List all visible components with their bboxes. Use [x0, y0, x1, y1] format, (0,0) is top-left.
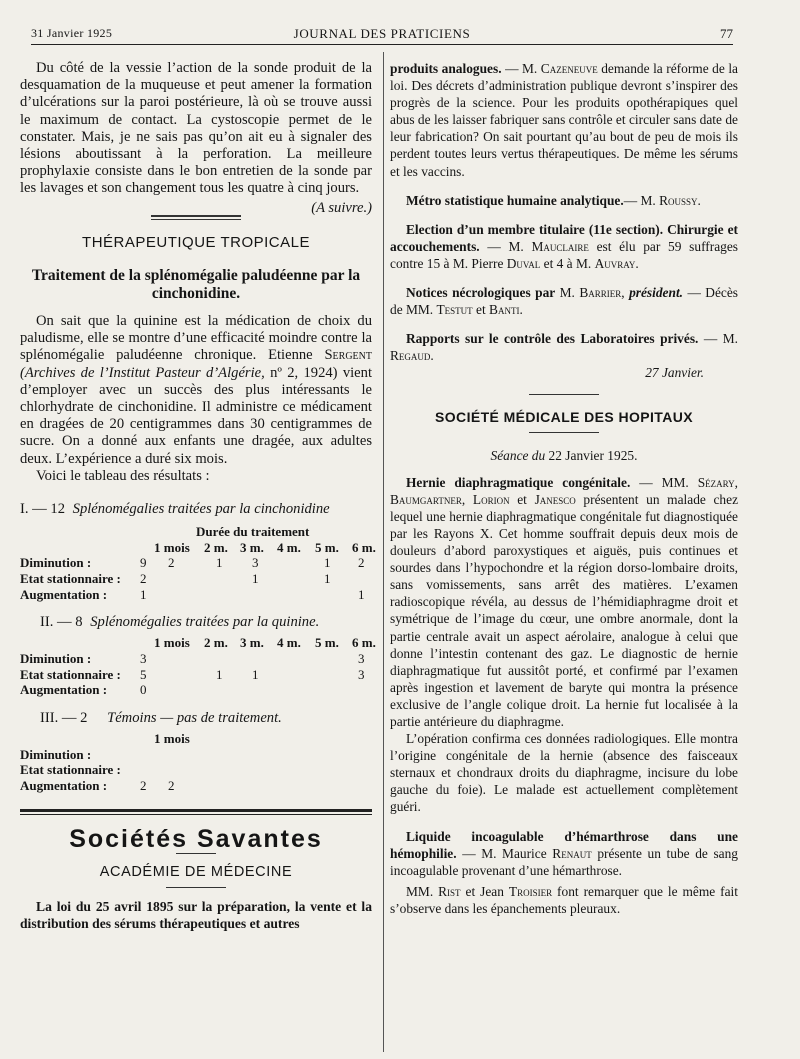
p3-c: et 4 à M.	[540, 255, 595, 271]
last-b: et Jean	[460, 883, 509, 899]
article-text-b: nº 2, 1924) vient d’employer avec un succès des plus intéressants le chlorhydrate de cinchonidine. Il administre ce médicament en dragées de 20 centigrammes dans 30 centigrammes de sucre. On a donné aux enfants une dragée, aux adultes deux. L’expérience a duré six mois.	[20, 364, 373, 467]
rapports-paragraph	[390, 330, 738, 364]
table-row	[20, 682, 372, 698]
p4-c: et	[472, 302, 490, 318]
header-rule	[31, 44, 733, 45]
article-intro-table: Voici le tableau des résultats :	[36, 467, 210, 484]
table-cell: 2	[168, 555, 175, 571]
hernie-paragraph	[390, 474, 738, 730]
column-divider	[383, 52, 384, 1052]
seance-date: 22 Janvier 1925.	[545, 447, 638, 463]
article-title: Traitement de la splénomégalie paludéenne par la cinchonidine.	[31, 267, 361, 303]
notices-paragraph	[390, 284, 738, 318]
month-header: 4 m.	[277, 539, 301, 555]
table-row	[20, 651, 372, 667]
academie-paragraph	[390, 60, 738, 180]
month-header: 3 m.	[240, 539, 264, 555]
societe-rule-bottom	[529, 432, 599, 433]
month-header: 3 m.	[240, 635, 264, 651]
p4-name: Barrier,	[579, 285, 625, 301]
table-cell: 3	[358, 651, 365, 667]
table-cell: 1	[358, 586, 365, 602]
hernie-a: — MM.	[630, 474, 698, 490]
table1-duration-heading	[20, 524, 372, 540]
table-cell: 3	[358, 666, 365, 682]
last-name1: Rist	[438, 883, 461, 899]
article-source: (Archives de l’Institut Pasteur d’Algérie,	[20, 364, 265, 381]
table-cell: 1	[324, 555, 331, 571]
p3-a: — M.	[479, 238, 532, 254]
liquide-lead: Liquide incoagulable d’hémarthrose dans une hémophilie.	[390, 828, 738, 861]
p1-text: demande la réforme de la loi. Des décrets d’administration publique devront s’inspirer des progrès de la science. Pour les produits opothérapiques quel abus de les laisser fabriquer sans contrôle et circuler sans date de leur fabrication? On sait pourtant qu’au bout de peu de mois ils perdent toutes leurs vertus thérapeutiques. De même les sérums et les vaccins.	[390, 61, 738, 179]
row-label: Augmentation :	[20, 586, 108, 602]
table3-caption-b: — pas de traitement.	[160, 709, 282, 726]
last-a: MM.	[406, 883, 439, 899]
table-cell: 3	[252, 555, 259, 571]
table1-caption: Splénomégalies traitées par la cinchonidine	[72, 501, 330, 518]
table1	[20, 524, 376, 602]
row-label: Diminution :	[20, 555, 92, 571]
table-cell: 2	[358, 555, 365, 571]
election-paragraph	[390, 221, 738, 272]
p3-b: est élu par 59 suffrages contre 15 à M. Pierre	[390, 238, 738, 271]
table-cell: 0	[140, 682, 147, 698]
row-label: Diminution :	[20, 651, 92, 667]
right-column	[390, 60, 738, 917]
p3-name2: Duval	[506, 255, 541, 271]
table-cell: 5	[140, 666, 147, 682]
section-rule	[151, 215, 241, 217]
table1-title	[20, 501, 372, 518]
month-header: 5 m.	[315, 635, 339, 651]
societes-title: Sociétés Savantes	[69, 825, 323, 854]
month-header: 2 m.	[204, 539, 228, 555]
table2-number: II. — 8	[40, 614, 83, 631]
p3-name3: Auvray.	[594, 255, 639, 271]
seance-line	[390, 447, 738, 464]
month-header: 1 mois	[154, 731, 190, 747]
academie-lead: La loi du 25 avril 1895 sur la préparation, la vente et la distribution des sérums thérapeutiques et autres	[20, 898, 372, 931]
societe-rule-top	[529, 394, 599, 395]
societe-heading: SOCIÉTÉ MÉDICALE DES HOPITAUX	[435, 408, 693, 425]
table-cell: 2	[140, 777, 147, 793]
table3-number: III. — 2	[40, 709, 88, 726]
table-row	[20, 747, 372, 763]
hernie-text: présentent un malade chez lequel une hernie diaphragmatique congénitale fut diagnostiquée par les Rayons X. Cet homme souffrait depuis deux mois de douleurs d’abord paroxystiques et aiguës, puis continues et sourdes dans l’hypochondre et la région dorso-lombaire droits, sans vomissements, sans arrêt des matières. L’examen radioscopique révéla, au dessus de l’hémidiaphragme droit et symétrique de l’image du cœur, une ombre anormale, dont la partie centrale avait un aspect aérolaire, analogue à celui que donne l’intestin contenant des gaz. Le diagnostic de hernie diaphragmatique fut aussitôt porté, et confirmé par l’examen après ingestion et lavement de baryte qui montra la présence exclusive de l’angle colique droit. La hernie fut localisée à la partie antérieure du diaphragme.	[390, 491, 739, 729]
table2-title	[20, 614, 372, 631]
p4-name3: Banti.	[489, 302, 523, 318]
p4-name2: Testut	[436, 302, 473, 318]
p4-a: M.	[555, 285, 580, 301]
table-cell: 1	[252, 666, 259, 682]
table-row	[20, 778, 372, 794]
a-suivre: (A suivre.)	[311, 199, 372, 216]
hernie-et: et	[509, 491, 535, 507]
page-header	[31, 26, 733, 44]
article-text-a: On sait que la quinine est la médication de choix du paludisme, elle se montre d’une efficacité moindre contre la splénomégalie paludéenne chronique. Etienne	[20, 313, 372, 364]
table3	[20, 731, 372, 793]
month-header: 4 m.	[277, 635, 301, 651]
p3-lead: Election d’un membre titulaire (11e section). Chirurgie et accouchements.	[390, 221, 738, 254]
table-cell: 1	[216, 555, 223, 571]
hernie-paragraph-2: L’opération confirma ces données radiologiques. Elle montra l’origine congénitale de la hernie (absence des faisceaux sternaux et chondraux droits du diaphragme, incisure du lobe gauche du foie). Le malade est actuellement complètement guéri.	[390, 731, 738, 815]
p4-lead: Notices nécrologiques par	[406, 285, 556, 301]
p4-b: — Décès de MM.	[390, 285, 738, 318]
table2-caption: Splénomégalies traitées par la quinine.	[90, 614, 320, 631]
table2	[20, 635, 376, 698]
p1-name: Cazeneuve	[540, 61, 598, 76]
liquide-paragraph	[390, 828, 738, 879]
p5-name: Regaud.	[390, 348, 434, 364]
p2-dash: — M.	[623, 192, 660, 208]
table-cell: 3	[140, 651, 147, 667]
table2-month-row	[20, 635, 376, 651]
table-cell: 2	[140, 571, 147, 587]
table-row	[20, 555, 372, 571]
table-cell: 2	[168, 777, 175, 793]
row-label: Etat stationnaire :	[20, 666, 121, 682]
date-line: 27 Janvier.	[645, 365, 704, 381]
table-cell: 9	[140, 555, 147, 571]
p3-name1: Mauclaire	[531, 238, 589, 254]
table-row	[20, 587, 372, 603]
month-header: 2 m.	[204, 635, 228, 651]
month-header: 5 m.	[315, 539, 339, 555]
table-row	[20, 571, 372, 587]
societes-rule	[20, 809, 372, 815]
academie-heading: ACADÉMIE DE MÉDECINE	[99, 863, 293, 880]
metro-paragraph	[390, 192, 738, 209]
intro-paragraph: Du côté de la vessie l’action de la sonde produit de la desquamation de la muqueuse et peut amener la formation d’ulcérations sur la paroi postérieure, là où se trouve aussi le maximum de contact. La cystoscopie permet de le constater. Mais, je ne sais pas qu’on ait eu à signaler des lésions aboutissant à la perforation. La meilleure prophylaxie consiste dans le bon entretien de la sonde par les lavages et son changement tous les quatre à cinq jours.	[20, 60, 372, 197]
page-number: 77	[720, 26, 733, 41]
table-row	[20, 762, 372, 778]
p1-dash: — M.	[501, 61, 541, 76]
article-author: Sergent	[324, 347, 372, 364]
section-heading-therapeutique: THÉRAPEUTIQUE TROPICALE	[82, 233, 310, 251]
duration-heading: Durée du traitement	[196, 524, 310, 540]
liquide-text: présente un tube de sang incoagulable provenant d’une hémarthrose.	[390, 845, 738, 878]
section-rule-thin	[151, 219, 241, 220]
table-cell: 1	[324, 571, 331, 587]
month-header: 6 m.	[352, 635, 376, 651]
left-column	[20, 60, 376, 932]
table3-month-row	[20, 731, 372, 747]
p5-lead: Rapports sur le contrôle des Laboratoires privés.	[406, 331, 699, 347]
p4-president: président.	[624, 285, 684, 301]
month-header: 1 mois	[154, 635, 190, 651]
row-label: Augmentation :	[20, 682, 108, 698]
academie-rule	[166, 887, 226, 888]
table1-month-row	[20, 539, 376, 556]
last-text: font remarquer que le même fait s’observe dans les épanchements pleuraux.	[390, 883, 738, 916]
hernie-names: Sézary, Baumgartner, Lorion	[390, 474, 738, 507]
month-header: 1 mois	[154, 539, 190, 555]
p5-a: — M.	[698, 331, 739, 347]
hernie-lead: Hernie diaphragmatique congénitale.	[406, 474, 631, 490]
table1-number: I. — 12	[20, 501, 65, 518]
row-label: Diminution :	[20, 746, 92, 762]
table-cell: 1	[252, 571, 259, 587]
p2-name: Roussy.	[659, 192, 701, 208]
journal-title: JOURNAL DES PRATICIENS	[293, 26, 471, 41]
p1-lead: produits analogues.	[390, 61, 502, 76]
last-name2: Troisier	[508, 883, 553, 899]
row-label: Augmentation :	[20, 777, 108, 793]
article-paragraph	[20, 313, 372, 468]
liquide-name: Renaut	[552, 845, 592, 861]
header-date: 31 Janvier 1925	[31, 26, 113, 40]
table-cell: 1	[216, 666, 223, 682]
hernie-name4: Janesco	[534, 491, 576, 507]
row-label: Etat stationnaire :	[20, 571, 121, 587]
row-label: Etat stationnaire :	[20, 762, 121, 778]
p2-lead: Métro statistique humaine analytique.	[406, 192, 624, 208]
table-row	[20, 667, 372, 683]
table3-caption-a: Témoins	[107, 709, 157, 726]
month-header: 6 m.	[352, 539, 376, 555]
table-cell: 1	[140, 586, 147, 602]
last-paragraph	[390, 883, 738, 917]
liquide-a: — M. Maurice	[456, 845, 553, 861]
table3-title	[20, 710, 372, 727]
seance-label: Séance du	[490, 447, 546, 463]
